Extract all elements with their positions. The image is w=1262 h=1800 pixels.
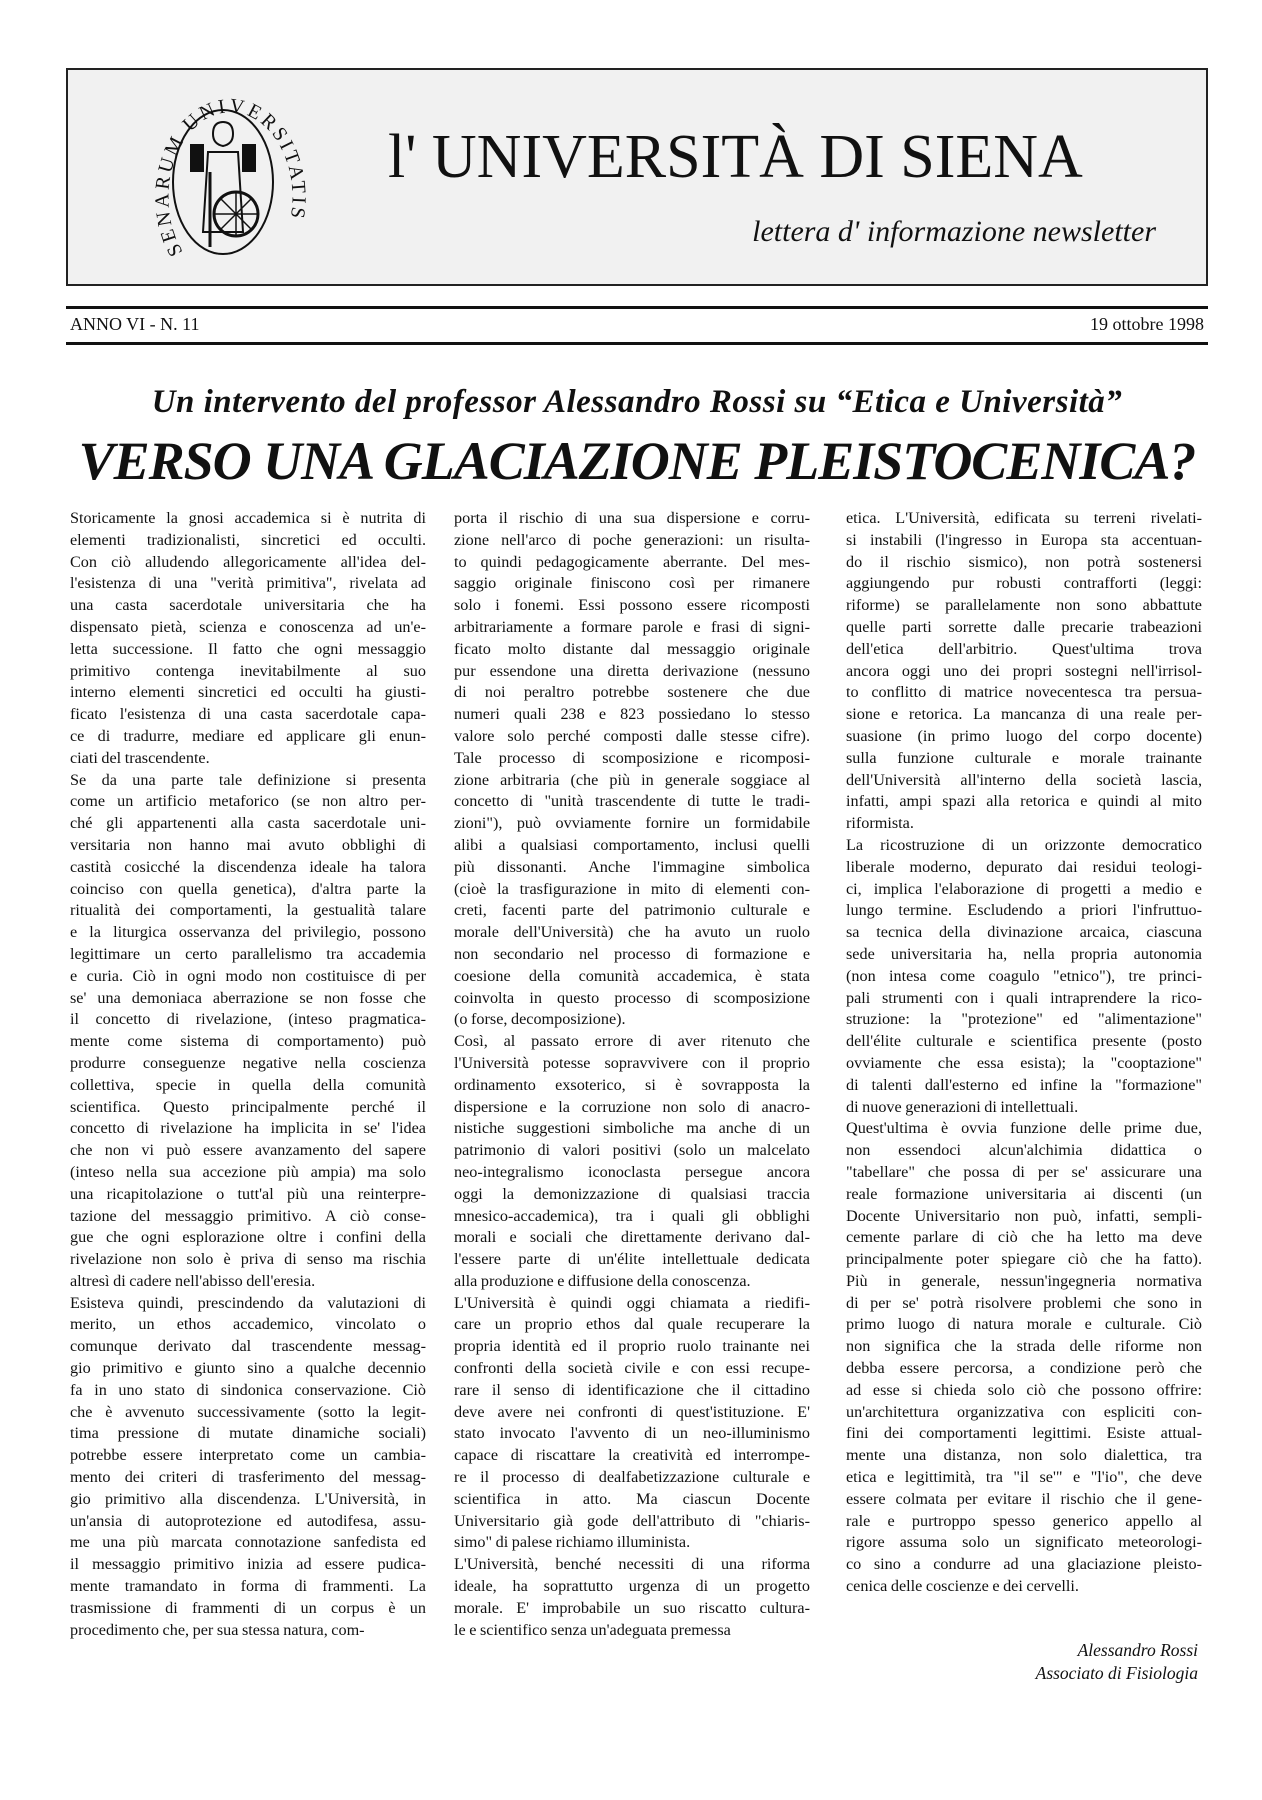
article-line: le e scientifico senza un'adeguata premessa bbox=[454, 1620, 731, 1639]
article-line: ancora oggi uno dei propri sostegni nell'irrisol- bbox=[846, 661, 1202, 680]
article-line: collettiva, specie in quella della comunità bbox=[70, 1075, 426, 1094]
article-line: gio primitivo alla discendenza. L'Università, in bbox=[70, 1489, 426, 1508]
article-line: ciati del trascendente. bbox=[70, 748, 210, 767]
article-line: sulla funzione culturale e morale trainante bbox=[846, 748, 1202, 767]
article-line: concetto di "unità trascendente di tutte le tradi- bbox=[454, 792, 810, 811]
article-line: arbitrariamente a formare parole e frasi di signi- bbox=[454, 617, 810, 636]
article-line: La ricostruzione di un orizzonte democratico bbox=[846, 835, 1202, 854]
article-line: coinciso con quella genetica), d'altra parte la bbox=[70, 879, 426, 898]
article-line: capace di riscattare la creatività ed interrompe- bbox=[454, 1446, 810, 1465]
article-line: tima pressione di mutate dinamiche sociali) bbox=[70, 1424, 426, 1443]
article-line: solo i fonemi. Essi possono essere ricomposti bbox=[454, 596, 810, 615]
article-line: etica e legittimità, tra "il se'" e "l'io", che deve bbox=[846, 1468, 1202, 1487]
article-line: più dissonanti. Anche l'immagine simbolica bbox=[454, 857, 810, 876]
issue-number: ANNO VI - N. 11 bbox=[70, 314, 200, 334]
top-rule bbox=[66, 306, 1208, 309]
article-line: elementi tradizionalisti, sincretici ed occulti. bbox=[70, 530, 426, 549]
article-line: ché gli appartenenti alla casta sacerdotale uni- bbox=[70, 814, 426, 833]
article-line: un'ansia di autoprotezione ed autodifesa, assu- bbox=[70, 1511, 426, 1530]
article-line: Tale processo di scomposizione e ricomposi- bbox=[454, 748, 810, 767]
article-line: nistiche suggestioni simboliche ma anche di un bbox=[454, 1119, 810, 1138]
article-line: co sino a condurre ad una glaciazione pleisto- bbox=[846, 1555, 1202, 1574]
article-line: patrimonio di valori positivi (solo un malcelato bbox=[454, 1141, 810, 1160]
article-line: lungo termine. Escludendo a priori l'infruttuo- bbox=[846, 901, 1202, 920]
article-line: una casta sacerdotale universitaria che ha bbox=[70, 596, 426, 615]
article-headline: VERSO UNA GLACIAZIONE PLEISTOCENICA? bbox=[78, 431, 1196, 491]
article-line: etica. L'Università, edificata su terreni rivelati- bbox=[846, 509, 1202, 527]
article-line: pur essendone una diretta derivazione (nessuno bbox=[454, 661, 810, 680]
article-line: un'architettura organizzativa con espliciti con- bbox=[846, 1402, 1202, 1421]
article-line: come un artificio metaforico (se non altro per- bbox=[70, 792, 426, 811]
article-line: ce di tradurre, mediare ed applicare gli enun- bbox=[70, 726, 426, 745]
article-line: gue che ogni esplorazione oltre i confini della bbox=[70, 1228, 426, 1247]
article-line: Storicamente la gnosi accademica si è nutrita di bbox=[70, 509, 426, 527]
article-line: ficato molto distante dal messaggio originale bbox=[454, 639, 810, 658]
masthead bbox=[66, 68, 1208, 286]
article-line: se' una demoniaca aberrazione se non fosse che bbox=[70, 988, 426, 1007]
article-line: si instabili (l'ingresso in Europa sta accentuan- bbox=[846, 530, 1202, 549]
article-line: L'Università, benché necessiti di una riforma bbox=[454, 1555, 810, 1574]
article-line: to quindi pedagogicamente aberrante. Del mes- bbox=[454, 552, 810, 571]
author-name: Alessandro Rossi bbox=[1077, 1640, 1198, 1660]
article-line: non secondario nel processo di formazione e bbox=[454, 944, 810, 963]
article-line: principalmente poter spiegare ciò che ha fatto). bbox=[846, 1250, 1202, 1269]
article-line: sa tecnica della divinazione arcaica, ciascuna bbox=[846, 923, 1202, 942]
article-line: (non intesa come coagulo "etnico"), tre princi- bbox=[846, 966, 1202, 985]
article-line: valore solo perché composti dalle stesse cifre). bbox=[454, 726, 810, 745]
article-line: sione e retorica. La mancanza di una reale per- bbox=[846, 705, 1202, 724]
article-line: propria identità ed il proprio ruolo trainante nei bbox=[454, 1337, 810, 1356]
article-line: Universitario già gode dell'attributo di "chiaris- bbox=[454, 1511, 810, 1530]
article-line: morale dell'Università) che ha avuto un ruolo bbox=[454, 923, 810, 942]
article-line: neo-integralismo iconoclasta persegue ancora bbox=[454, 1162, 810, 1181]
article-line: interno elementi sincretici ed occulti ha giusti- bbox=[70, 683, 426, 702]
article-line: mento dei criteri di trasferimento del messag- bbox=[70, 1468, 426, 1487]
article-line: cemente parlare di ciò che ha letto ma deve bbox=[846, 1228, 1202, 1247]
article-line: coesione della comunità accademica, è stata bbox=[454, 966, 810, 985]
article-line: to conflitto di matrice novecentesca tra persua- bbox=[846, 683, 1202, 702]
article-line: ficato l'esistenza di una casta sacerdotale capa- bbox=[70, 705, 426, 724]
article-line: primo luogo di natura morale e culturale. Ciò bbox=[846, 1315, 1202, 1334]
article-line: Più in generale, nessun'ingegneria normativa bbox=[846, 1271, 1202, 1290]
article-column-1 bbox=[70, 508, 426, 1641]
article-line: aggiungendo pur robusti contrafforti (leggi: bbox=[846, 574, 1202, 593]
article-line: reale formazione universitaria ai discenti (un bbox=[846, 1184, 1202, 1203]
article-line: produrre conseguenze negative nella coscienza bbox=[70, 1053, 426, 1072]
article-column-3 bbox=[846, 508, 1202, 1598]
article-line: l'essere parte di un'élite intellettuale dedicata bbox=[454, 1250, 810, 1269]
article-line: dispensato pietà, scienza e conoscenza ad un'e- bbox=[70, 617, 426, 636]
article-line: mnesico-accademica), tra i quali gli obblighi bbox=[454, 1206, 810, 1225]
issue-info bbox=[70, 314, 1204, 335]
article-line: porta il rischio di una sua dispersione e corru- bbox=[454, 509, 810, 527]
author-title: Associato di Fisiologia bbox=[1035, 1663, 1198, 1683]
article-line: saggio originale finiscono così per rimanere bbox=[454, 574, 810, 593]
article-line: coinvolta in questo processo di scomposizione bbox=[454, 988, 810, 1007]
article-line: deve avere nei confronti di quest'istituzione. E' bbox=[454, 1402, 810, 1421]
article-line: dispersione e la corruzione non solo di anacro- bbox=[454, 1097, 810, 1116]
newsletter-title: l' UNIVERSITÀ DI SIENA bbox=[388, 123, 1083, 191]
article-line: di nuove generazioni di intellettuali. bbox=[846, 1097, 1079, 1116]
article-line: concetto di rivelazione ha implicita in se' l'idea bbox=[70, 1119, 426, 1138]
article-line: versitaria non hanno mai avuto obblighi di bbox=[70, 835, 426, 854]
article-line: gio primitivo e giunto sino a qualche decennio bbox=[70, 1359, 426, 1378]
article-kicker: Un intervento del professor Alessandro Rossi su “Etica e Università” bbox=[151, 384, 1123, 420]
article-line: "tabellare" che possa di per se' assicurare una bbox=[846, 1162, 1202, 1181]
article-line: e curia. Ciò in ogni modo non costituisce di per bbox=[70, 966, 426, 985]
article-line: fa in uno stato di sindonica conservazione. Ciò bbox=[70, 1380, 426, 1399]
article-line: l'esistenza di una "verità primitiva", rivelata ad bbox=[70, 574, 426, 593]
article-line: re il processo di dealfabetizzazione culturale e bbox=[454, 1468, 810, 1487]
article-line: rale e purtroppo spesso generico appello al bbox=[846, 1511, 1202, 1530]
article-line: Così, al passato errore di aver ritenuto che bbox=[454, 1032, 810, 1051]
seal-text: SENARUM UNIVERSITATIS bbox=[151, 94, 310, 260]
article-line: castità cosicché la discendenza ideale ha talora bbox=[70, 857, 426, 876]
article-line: il messaggio primitivo inizia ad essere pudica- bbox=[70, 1555, 426, 1574]
article-line: zione arbitraria (che più in generale soggiace al bbox=[454, 770, 810, 789]
article-line: ad esse si chieda solo ciò che possono offrire: bbox=[846, 1380, 1202, 1399]
article-line: suasione (in primo luogo del corpo docente) bbox=[846, 726, 1202, 745]
article-line: ritualità dei comportamenti, la gestualità talare bbox=[70, 901, 426, 920]
article-line: simo" di palese richiamo illuminista. bbox=[454, 1533, 691, 1552]
article-line: riforme) se parallelamente non sono abbattute bbox=[846, 596, 1202, 615]
article-line: (cioè la trasfigurazione in mito di elementi con- bbox=[454, 879, 810, 898]
article-line: comunque derivato dal trascendente messag- bbox=[70, 1337, 426, 1356]
article-line: trasmissione di frammenti di un corpus è un bbox=[70, 1598, 426, 1617]
article-line: rigore assuma solo un significato meteorologi- bbox=[846, 1533, 1202, 1552]
article-line: debba essere percorsa, a condizione però che bbox=[846, 1359, 1202, 1378]
article-line: liberale moderno, depurato dai residui teologi- bbox=[846, 857, 1202, 876]
article-line: mente una distanza, non solo dialettica, tra bbox=[846, 1446, 1202, 1465]
article-line: e la liturgica osservanza del privilegio, possono bbox=[70, 923, 426, 942]
article-line: letta successione. Il fatto che ogni messaggio bbox=[70, 639, 426, 658]
article-line: essere colmata per evitare il rischio che il gene- bbox=[846, 1489, 1202, 1508]
article-line: non significa che la strada delle riforme non bbox=[846, 1337, 1202, 1356]
article-line: oggi la demonizzazione di qualsiasi traccia bbox=[454, 1184, 810, 1203]
article-line: dell'Università all'interno della società lascia, bbox=[846, 770, 1202, 789]
article-line: potrebbe essere interpretato come un cambia- bbox=[70, 1446, 426, 1465]
article-line: ci, implica l'elaborazione di progetti a medio e bbox=[846, 879, 1202, 898]
article-line: altresì di cadere nell'abisso dell'eresia. bbox=[70, 1271, 316, 1290]
article-line: legittimare un certo parallelismo tra accademia bbox=[70, 944, 426, 963]
article-line: do il rischio sismico), non potrà sostenersi bbox=[846, 552, 1202, 571]
article-line: ovviamente che essa esista); la "cooptazione" bbox=[846, 1053, 1202, 1072]
article-line: Se da una parte tale definizione si presenta bbox=[70, 770, 426, 789]
article-line: fini dei comportamenti legittimi. Esiste attual- bbox=[846, 1424, 1202, 1443]
article-line: morale. E' improbabile un suo riscatto cultura- bbox=[454, 1598, 810, 1617]
article-line: zione nell'arco di poche generazioni: un risulta- bbox=[454, 530, 810, 549]
article-line: l'Università potesse sopravvivere con il proprio bbox=[454, 1053, 810, 1072]
article-line: una ricapitolazione o tutt'al più una reinterpre- bbox=[70, 1184, 426, 1203]
article-line: rare il senso di identificazione che il cittadino bbox=[454, 1380, 810, 1399]
article-column-2 bbox=[454, 508, 810, 1641]
article-line: morali e sociali che direttamente derivano dal- bbox=[454, 1228, 810, 1247]
article-line: Quest'ultima è ovvia funzione delle prime due, bbox=[846, 1119, 1202, 1138]
article-line: di per se' potrà risolvere problemi che sono in bbox=[846, 1293, 1202, 1312]
article-line: numeri quali 238 e 823 possiedano lo stesso bbox=[454, 705, 810, 724]
article-line: che è avvenuto successivamente (sotto la legit- bbox=[70, 1402, 426, 1421]
article-line: care un proprio ethos dal quale recuperare la bbox=[454, 1315, 810, 1334]
article-line: tazione del messaggio primitivo. A ciò conse- bbox=[70, 1206, 426, 1225]
article-line: L'Università è quindi oggi chiamata a riedifi- bbox=[454, 1293, 810, 1312]
article-line: Esisteva quindi, prescindendo da valutazioni di bbox=[70, 1293, 426, 1312]
article-line: non essendoci alcun'alchimia didattica o bbox=[846, 1141, 1202, 1160]
article-line: che non vi può essere avanzamento del sapere bbox=[70, 1141, 426, 1160]
article-line: Con ciò alludendo allegoricamente all'idea del- bbox=[70, 552, 426, 571]
article-line: alibi a qualsiasi comportamento, inclusi quelli bbox=[454, 835, 810, 854]
article-line: stato invocato l'avvento di un neo-illuminismo bbox=[454, 1424, 810, 1443]
article-line: confronti della società civile e con essi recupe- bbox=[454, 1359, 810, 1378]
article-line: Docente Universitario non può, infatti, sempli- bbox=[846, 1206, 1202, 1225]
article-line: scientifica in atto. Ma ciascun Docente bbox=[454, 1489, 810, 1508]
article-line: rivelazione non solo è priva di senso ma rischia bbox=[70, 1250, 426, 1269]
university-seal-logo bbox=[128, 82, 318, 276]
article-line: quelle parti sorrette dalle precarie trabeazioni bbox=[846, 617, 1202, 636]
article-line: scientifica. Questo principalmente perché il bbox=[70, 1097, 426, 1116]
bottom-rule bbox=[66, 342, 1208, 345]
article-line: mente come sistema di comportamento) può bbox=[70, 1032, 426, 1051]
article-line: ideale, ha soprattutto urgenza di un progetto bbox=[454, 1577, 810, 1596]
issue-date: 19 ottobre 1998 bbox=[1090, 314, 1204, 334]
article-line: ordinamento exsoterico, si è sovrapposta la bbox=[454, 1075, 810, 1094]
newsletter-subtitle: lettera d' informazione newsletter bbox=[752, 215, 1156, 248]
article-line: alla produzione e diffusione della conoscenza. bbox=[454, 1271, 751, 1290]
article-line: pali strumenti con i quali intraprendere la rico- bbox=[846, 988, 1202, 1007]
article-line: me una più marcata connotazione sanfedista ed bbox=[70, 1533, 426, 1552]
article-line: (o forse, decomposizione). bbox=[454, 1010, 626, 1029]
article-line: (inteso nella sua accezione più ampia) ma solo bbox=[70, 1162, 426, 1181]
article-line: sede universitaria ha, nella propria autonomia bbox=[846, 944, 1202, 963]
article-line: zioni"), può ovviamente fornire un formidabile bbox=[454, 814, 810, 833]
article-line: procedimento che, per sua stessa natura, com- bbox=[70, 1620, 365, 1639]
article-line: mente tramandato in forma di frammenti. La bbox=[70, 1577, 426, 1596]
article-line: cenica delle coscienze e dei cervelli. bbox=[846, 1577, 1079, 1596]
article-line: struzione: la "protezione" ed "alimentazione" bbox=[846, 1010, 1202, 1029]
article-line: primitivo contenga inevitabilmente al suo bbox=[70, 661, 426, 680]
article-line: riformista. bbox=[846, 814, 914, 833]
article-line: infatti, ampi spazi alla retorica e quindi al mito bbox=[846, 792, 1202, 811]
article-line: il concetto di rivelazione, (inteso pragmatica- bbox=[70, 1010, 426, 1029]
article-line: di talenti dall'esterno ed infine la "formazione" bbox=[846, 1075, 1202, 1094]
article-line: merito, un ethos accademico, vincolato o bbox=[70, 1315, 426, 1334]
article-line: dell'élite culturale e scientifica presente (posto bbox=[846, 1032, 1202, 1051]
article-line: creti, facenti parte del patrimonio culturale e bbox=[454, 901, 810, 920]
article-line: di noi peraltro potrebbe sostenere che due bbox=[454, 683, 810, 702]
article-line: dell'etica dell'arbitrio. Quest'ultima trova bbox=[846, 639, 1202, 658]
